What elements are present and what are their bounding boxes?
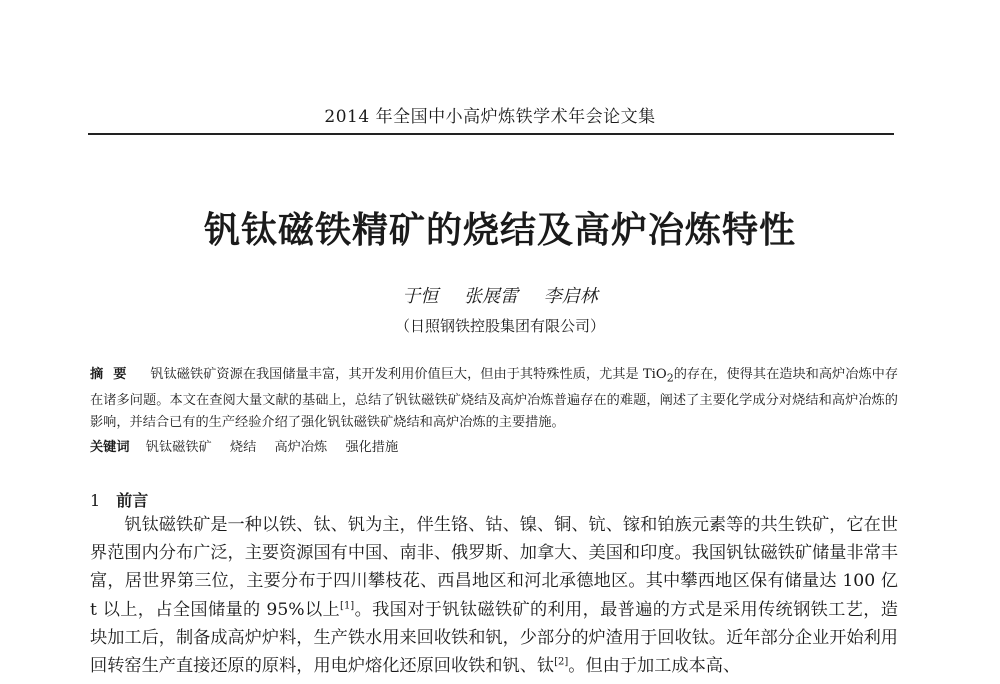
body-text <box>90 511 898 680</box>
abstract-subscript: 2 <box>666 371 674 385</box>
paragraph-text: 钒钛磁铁矿是一种以铁、钛、钒为主，伴生铬、钴、镍、铜、钪、镓和铂族元素等的共生铁矿，它在世界范围内分布广泛，主要资源国有中国、南非、俄罗斯、加拿大、美国和印度。我国钒钛磁铁矿储量非常丰富，居世界第三位，主要分布于四川攀枝花、西昌地区和河北承德地区。其中攀西地区保有储量达 100 亿 t 以上，占全国储量的 95%以上 <box>90 515 898 620</box>
abstract-label: 摘要 <box>90 367 137 382</box>
section-number: 1 <box>90 491 101 510</box>
running-header: 2014 年全国中小高炉炼铁学术年会论文集 <box>324 107 656 127</box>
keywords <box>90 437 898 459</box>
author-name: 张展雷 <box>464 286 518 307</box>
keywords-label: 关键词 <box>90 440 130 455</box>
paragraph-text: 。但由于加工成本高、 <box>568 656 741 677</box>
header-rule <box>88 133 894 135</box>
keyword: 钒钛磁铁矿 <box>145 440 212 455</box>
keyword: 强化措施 <box>345 440 399 455</box>
author-name: 于恒 <box>402 286 439 307</box>
citation: [2] <box>554 656 569 668</box>
paragraph <box>90 511 898 680</box>
keyword: 烧结 <box>229 440 257 455</box>
abstract-text-cont: 的存在，使得其在造块和高炉冶炼中存在诸多问题。本文在查阅大量文献的基础上，总结了钒钛磁铁矿烧结及高炉冶炼普遍存在的难题，阐述了主要化学成分对烧结和高炉冶炼的影响，并结合已有的生产经验介绍了强化钒钛磁铁矿烧结和高炉冶炼的主要措施。 <box>90 367 899 430</box>
paragraph-text: 。我国对于钒钛磁铁矿的利用，最普遍的方式是采用传统钢铁工艺，造块加工后，制备成高炉炉料，生产铁水用来回收铁和钒，少部分的炉渣用于回收钛。近年部分企业开始利用回转窑生产直接还原的原料，用电炉熔化还原回收铁和钒、钛 <box>90 599 898 677</box>
affiliation: （日照钢铁控股集团有限公司） <box>394 317 605 335</box>
keyword: 高炉冶炼 <box>274 440 328 455</box>
abstract <box>90 364 898 434</box>
author-name: 李启林 <box>543 286 598 307</box>
section-title: 前言 <box>116 491 149 510</box>
article-title: 钒钛磁铁精矿的烧结及高炉冶炼特性 <box>203 210 796 251</box>
abstract-text: 钒钛磁铁矿资源在我国储量丰富，其开发利用价值巨大，但由于其特殊性质，尤其是 TiO <box>150 367 667 382</box>
author-list <box>0 282 1000 308</box>
citation: [1] <box>340 599 355 611</box>
section-heading <box>90 488 148 511</box>
